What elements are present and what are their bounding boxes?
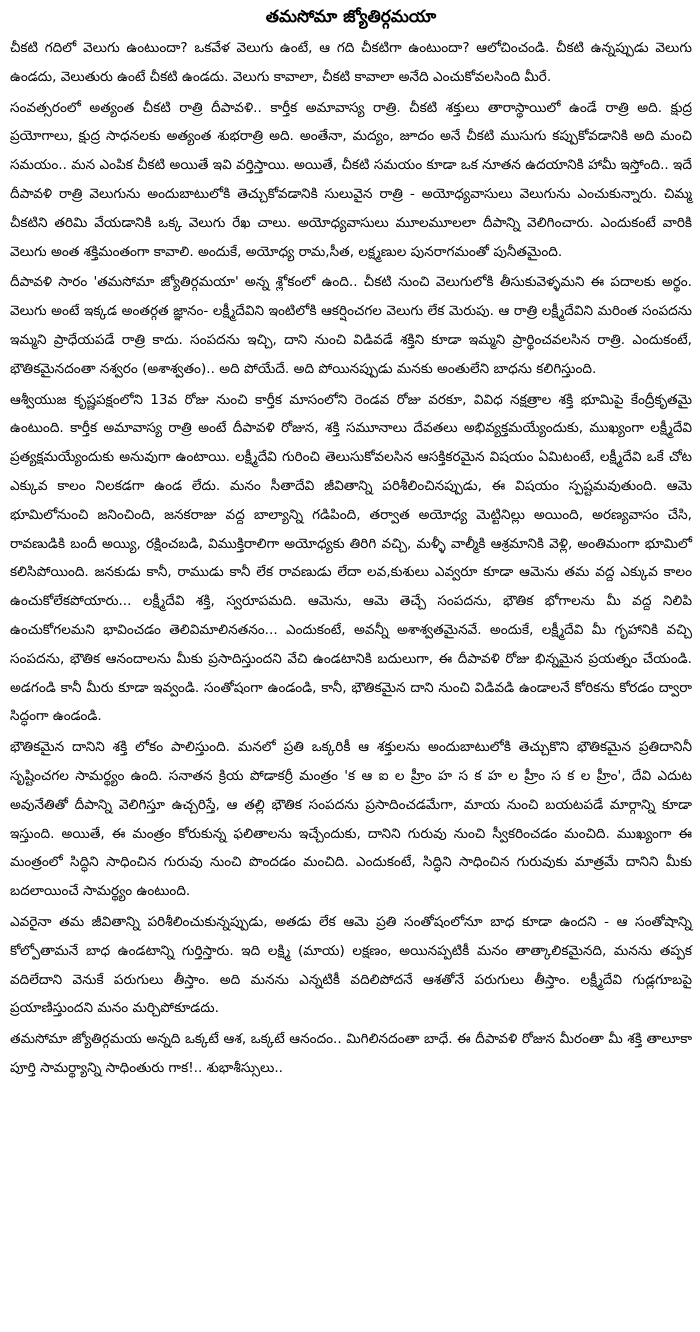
- paragraph-joy-and-sorrow: ఎవరైనా తమ జీవితాన్ని పరిశీలించుకున్నప్పుడు, అతడు లేక ఆమె ప్రతి సంతోషంలోనూ బాధ కూడా ఉందని - ఆ సంతోషాన్ని కోల్పోతామనే బాధ ఉండటాన్ని గుర్తిస్తారు. ఇది లక్ష్మి (మాయ) లక్షణం, అయినప్పటికీ మనం తాత్కాలికమైనది, మనను తప్పక వదిలేదాని వెనుకే పరుగులు తీస్తాం. అది మనను ఎన్నటికీ వదిలిపోదనే ఆశతోనే పరుగులు తీస్తాం. లక్ష్మీదేవి గుడ్లగూబపై ప్రయాణిస్తుందని మనం మర్చిపోకూడదు.: [10, 913, 692, 1017]
- paragraph-intro: చీకటి గదిలో వెలుగు ఉంటుందా? ఒకవేళ వెలుగు ఉంటే, ఆ గది చీకటిగా ఉంటుందా? ఆలోచించండి. చీకటి ఉన్నప్పుడు వెలుగు ఉండదు, వెలుతురు ఉంటే చీకటి ఉండదు. వెలుగు కావాలా, చీకటి కావాలా అనేది ఎంచుకోవలసింది మీరే.: [10, 40, 692, 85]
- article-title: తమసోమా జ్యోతిర్గమయా: [265, 7, 437, 27]
- paragraph-lakshmi-nature: ఆశ్వీయుజ కృష్ణపక్షంలోని 13వ రోజు నుంచి కార్తీక మాసంలోని రెండవ రోజు వరకూ, వివిధ నక్షత్రాల శక్తి భూమిపై కేంద్రీకృతమై ఉంటుంది. కార్తీక అమావాస్య రాత్రి అంటే దీపావళి రోజున, శక్తి సమూనాలు దేవతలు అభివ్యక్తమయ్యేందుకు, ముఖ్యంగా లక్ష్మీదేవి ప్రత్యక్షమయ్యేందుకు అనువుగా ఉంటాయి. లక్ష్మీదేవి గురించి తెలుసుకోవలసిన ఆసక్తికరమైన విషయం ఏమిటంటే, లక్ష్మీదేవి ఒకే చోట ఎక్కువ కాలం నిలకడగా ఉండ లేదు. మనం సీతాదేవి జీవితాన్ని పరిశీలించినప్పుడు, ఈ విషయం స్పష్టమవుతుంది. ఆమె భూమిలోనుంచి జనించింది, జనకరాజు వద్ద బాల్యాన్ని గడిపింది, తర్వాత అయోధ్య మెట్టినిల్లు అయింది, అరణ్యవాసం చేసి, రావణుడికి బందీ అయ్యి, రక్షించబడి, విముక్తిరాలిగా అయోధ్యకు తిరిగి వచ్చి, మళ్ళీ వాల్మీకి ఆశ్రమానికి వెళ్లి, అంతిమంగా భూమిలో కలిసిపోయింది. జనకుడు కానీ, రాముడు కానీ లేక రావణుడు లేదా లవ,కుశులు ఎవ్వరూ కూడా ఆమెను తమ వద్ద ఎక్కువ కాలం ఉంచుకోలేకపోయారు... లక్ష్మీదేవి శక్తి, స్వరూపమది. ఆమెను, ఆమె తెచ్చే సంపదను, భౌతిక భోగాలను మీ వద్ద నిలిపి ఉంచుకోగలమని భావించడం తెలివిమాలినతనం... ఎందుకంటే, అవన్నీ అశాశ్వతమైనవే. అందుకే, లక్ష్మీదేవి మీ గృహానికి వచ్చి సంపదను, భౌతిక ఆనందాలను మీకు ప్రసాదిస్తుందని వేచి ఉండటానికి బదులుగా, ఈ దీపావళి రోజు భిన్నమైన ప్రయత్నం చేయండి. అడగండి కానీ మీరు కూడా ఇవ్వండి. సంతోషంగా ఉండండి, కానీ, భౌతికమైన దాని నుంచి విడివడి ఉండాలనే కోరికను కోరడం ద్వారా సిద్ధంగా ఉండండి.: [10, 391, 692, 725]
- paragraph-darkest-night: సంవత్సరంలో అత్యంత చీకటి రాత్రి దీపావళి.. కార్తీక అమావాస్య రాత్రి. చీకటి శక్తులు తారాస్థాయిలో ఉండే రాత్రి అది. క్షుద్ర ప్రయోగాలు, క్షుద్ర సాధనలకు అత్యంత శుభరాత్రి అది. అంతేనా, మద్యం, జూదం అనే చీకటి ముసుగు కప్పుకోవడానికి అది మంచి సమయం.. మన ఎంపిక చీకటి అయితే ఇవి వర్తిస్తాయి. అయితే, చీకటి సమయం కూడా ఒక నూతన ఉదయానికి హామీ ఇస్తోంది.. ఇదే దీపావళి రాత్రి వెలుగును అందుబాటులోకి తెచ్చుకోవడానికి సులువైన రాత్రి - అయోధ్యవాసులు వెలుగును ఎంచుకున్నారు. చిమ్మ చీకటిని తరిమి వేయడానికి ఒక్క వెలుగు రేఖ చాలు. అయోధ్యవాసులు మూలమూలలా దీపాన్ని వెలిగించారు. ఎందుకంటే వారికి వెలుగు అంత శక్తిమంతంగా కావాలి. అందుకే, అయోధ్య రామ,సీత, లక్ష్మణుల పునరాగమంతో పునీతమైంది.: [10, 99, 693, 260]
- paragraph-mantra: భౌతికమైన దానిని శక్తి లోకం పాలిస్తుంది. మనలో ప్రతి ఒక్కరికీ ఆ శక్తులను అందుబాటులోకి తెచ్చుకొని భౌతికమైన ప్రతిదానినీ సృష్టించగల సామర్థ్యం ఉంది. సనాతన క్రియ పోడాకర్రీ మంత్రం 'క ఆ ఐ ల హ్రీం హ స క హ ల హ్రీం స క ల హ్రీం', దేవి ఎదుట అవునేతితో దీపాన్ని వెలిగిస్తూ ఉచ్చరిస్తే, ఆ తల్లి భౌతిక సంపదను ప్రసాదించడమేగా, మాయ నుంచి బయటపడే మార్గాన్ని కూడా ఇస్తుంది. అయితే, ఈ మంత్రం కోరుకున్న ఫలితాలను ఇచ్చేందుకు, దానిని గురువు నుంచి స్వీకరించడం మంచిది. ముఖ్యంగా ఈ మంత్రంలో సిద్ధిని సాధించిన గురువు నుంచి పొందడం మంచిది. ఎందుకంటే, సిద్ధిని సాధించిన గురువుకు మాత్రమే దానిని మీకు బదలాయించే సామర్థ్యం ఉంటుంది.: [10, 739, 692, 900]
- paragraph-blessing: తమసోమా జ్యోతిర్గమయ అన్నది ఒక్కటే ఆశ, ఒక్కటే ఆనందం.. మిగిలినదంతా బాధే. ఈ దీపావళి రోజున మీరంతా మీ శక్తి తాలూకా పూర్తి సామర్థ్యాన్ని సాధింతురు గాక!.. శుభాశీస్సులు..: [10, 1031, 692, 1076]
- paragraph-diwali-essence: దీపావళి సారం 'తమసోమా జ్యోతిర్గమయా' అన్న శ్లోకంలో ఉంది.. చీకటి నుంచి వెలుగులోకి తీసుకువెళ్ళమని ఈ పదాలకు అర్థం. వెలుగు అంటే ఇక్కడ అంతర్గత జ్ఞానం- లక్ష్మీదేవిని ఇంటిలోకి ఆకర్షించగల వెలుగు లేక మెరుపు. ఆ రాత్రి లక్ష్మీదేవిని మరింత సంపదను ఇమ్మని ప్రాధేయపడే రాత్రి కాదు. సంపదను ఇచ్చి, దాని నుంచి విడివడే శక్తిని కూడా ఇమ్మని ప్రార్థించవలసిన రాత్రి. ఎందుకంటే, భౌతికమైనదంతా నశ్వరం (అశాశ్వతం).. అది పోయేదే. అది పోయినప్పుడు మనకు అంతులేని బాధను కలిగిస్తుంది.: [10, 274, 692, 377]
